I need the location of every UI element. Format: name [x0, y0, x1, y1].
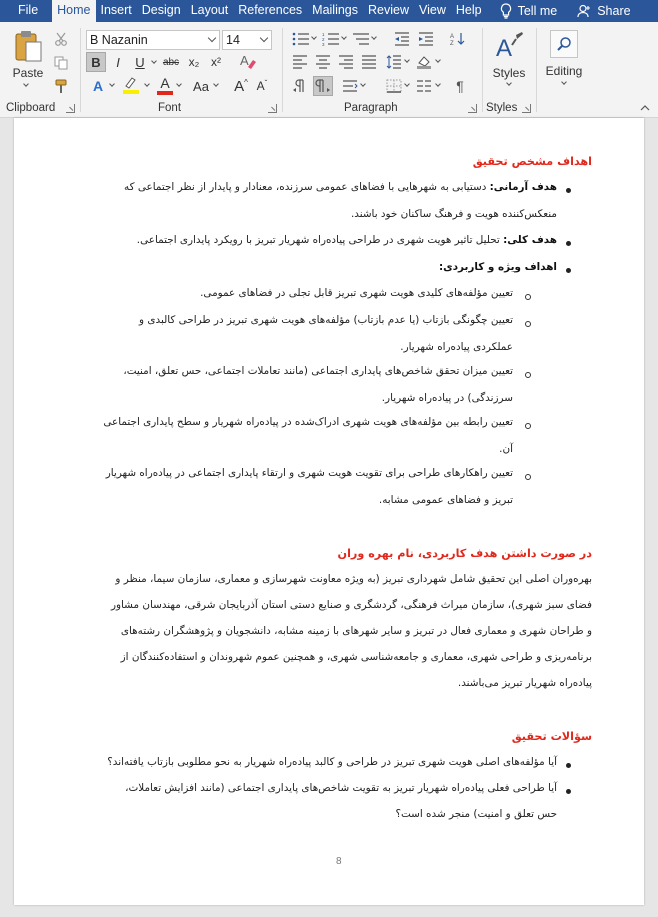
italic-button[interactable]: I	[116, 54, 120, 70]
chevron-down-icon[interactable]	[208, 34, 216, 42]
shrink-font-button[interactable]	[253, 76, 271, 96]
paste-button[interactable]: Paste	[12, 66, 44, 80]
bold-button[interactable]: B	[86, 52, 106, 72]
ideal-goal-label: هدف آرمانی:	[489, 181, 557, 193]
beneficiaries-heading: در صورت داشتن هدف کاربردی، نام بهره وران	[337, 547, 592, 560]
beneficiaries-line3: و طراحان شهری و معماری فعال در تبریز و سایر شهرهای با زمینه مشابه، دانشجویان و پژوهشگران رشته‌های	[120, 625, 592, 637]
chevron-down-icon[interactable]	[260, 34, 268, 42]
search-icon[interactable]	[550, 30, 578, 58]
question-2-line2: حس تعلق و امنیت) منجر شده است؟	[395, 808, 557, 820]
clipboard-launcher[interactable]	[66, 104, 75, 113]
grow-font-button[interactable]	[232, 76, 250, 96]
ideal-goal-line1	[124, 181, 557, 193]
page-number: 8	[336, 856, 342, 867]
svg-text:A: A	[496, 35, 513, 61]
change-case-dropdown-arrow[interactable]	[213, 81, 219, 87]
specific-goal-4-line2: آن.	[499, 443, 513, 455]
change-case-button[interactable]: Aa	[193, 78, 209, 94]
tab-review[interactable]: Review	[368, 3, 410, 17]
specific-goal-3-line1: تعیین میزان تحقق شاخص‌های پایداری اجتماعی (مانند تعاملات اجتماعی، حس تعلق، امنیت،	[123, 365, 513, 377]
font-name-value: B Nazanin	[90, 33, 148, 47]
beneficiaries-line4: برنامه‌ریزی و طراحی شهری، معماری و جامعه‌شناسی شهری، و همچنین عموم شهروندان و استفاده‌کنندگان از	[120, 651, 592, 663]
questions-heading: سؤالات تحقیق	[511, 730, 592, 743]
decrease-indent-icon[interactable]	[392, 30, 412, 48]
asian-layout-dropdown-arrow[interactable]	[360, 81, 366, 87]
circle-bullet-icon	[525, 321, 531, 327]
column-layout-dropdown-arrow[interactable]	[435, 81, 441, 87]
circle-bullet-icon	[525, 474, 531, 480]
grow-font-letter: A	[234, 77, 245, 95]
numbering-icon[interactable]	[320, 30, 342, 48]
highlight-icon[interactable]	[120, 74, 142, 96]
svg-text:A: A	[450, 34, 455, 40]
styles-launcher[interactable]	[522, 104, 531, 113]
font-color-swatch	[157, 91, 173, 95]
bullet-icon	[566, 188, 571, 193]
circle-bullet-icon	[525, 372, 531, 378]
lightbulb-icon	[500, 3, 512, 19]
asian-layout-icon[interactable]	[340, 76, 360, 96]
ltr-direction-icon[interactable]	[290, 76, 310, 96]
specific-goal-5-line2: تبریز و فضاهای عمومی مشابه.	[378, 494, 513, 506]
line-spacing-icon[interactable]	[384, 53, 404, 71]
align-left-icon[interactable]	[290, 53, 310, 71]
strikethrough-button[interactable]: abc	[162, 56, 180, 68]
svg-text:3: 3	[322, 42, 325, 46]
font-size-value: 14	[226, 33, 240, 47]
multilevel-list-icon[interactable]	[350, 30, 372, 48]
tab-mailings[interactable]: Mailings	[312, 3, 359, 17]
bullet-icon	[566, 268, 571, 273]
paragraph-group-label: Paragraph	[344, 102, 398, 114]
font-color-button[interactable]	[155, 74, 175, 96]
shrink-font-letter: A	[256, 79, 265, 93]
paragraph-launcher[interactable]	[468, 104, 477, 113]
pilcrow-icon[interactable]: ¶	[456, 78, 464, 94]
editing-dropdown-arrow[interactable]	[561, 79, 567, 85]
ideal-goal-text: دستیابی به شهرهایی با فضاهای عمومی سرزنده، معنادار و پایدار از نظر اجتماعی که	[124, 181, 487, 193]
font-color-dropdown-arrow[interactable]	[176, 81, 182, 87]
ribbon-divider	[80, 28, 81, 112]
beneficiaries-line1: بهره‌وران اصلی این تحقیق شامل شهرداری تبریز (به ویژه معاونت شهرسازی و معماری، سازمان سیما، منظر و	[115, 573, 592, 585]
font-group-label: Font	[158, 102, 182, 114]
bullet-icon	[566, 763, 571, 768]
text-effects-button[interactable]: A	[92, 78, 104, 94]
styles-dropdown-arrow[interactable]	[506, 80, 512, 86]
rtl-direction-icon[interactable]	[313, 76, 333, 96]
ribbon-divider	[282, 28, 283, 112]
tab-file[interactable]: File	[18, 3, 39, 17]
font-color-letter: A	[160, 74, 170, 91]
justify-icon[interactable]	[359, 53, 379, 71]
numbering-dropdown-arrow[interactable]	[341, 34, 347, 40]
cut-icon[interactable]	[52, 30, 70, 48]
clear-formatting-icon[interactable]	[236, 50, 260, 72]
multilevel-dropdown-arrow[interactable]	[371, 34, 377, 40]
svg-text:2: 2	[322, 37, 325, 42]
font-name-combo[interactable]	[86, 30, 220, 50]
bullets-dropdown-arrow[interactable]	[311, 34, 317, 40]
beneficiaries-line5: پیاده‌راه شهریار تبریز می‌باشند.	[457, 677, 592, 689]
ribbon-divider	[482, 28, 483, 112]
increase-indent-icon[interactable]	[416, 30, 436, 48]
tab-home[interactable]: Home	[52, 0, 95, 22]
specific-goal-5-line1: تعیین راهکارهای طراحی برای تقویت هویت شهری و ارتقاء پایداری اجتماعی در پیاده‌راه شهریار	[105, 467, 513, 479]
general-goal-text: تحلیل تاثیر هویت شهری در طراحی پیاده‌راه شهریار تبریز با رویکرد پایداری اجتماعی.	[136, 234, 500, 246]
circle-bullet-icon	[525, 423, 531, 429]
styles-icon[interactable]	[490, 30, 530, 62]
format-painter-icon[interactable]	[52, 77, 70, 95]
shading-dropdown-arrow[interactable]	[435, 57, 441, 63]
shading-icon[interactable]	[414, 53, 434, 71]
question-2-line1: آیا طراحی فعلی پیاده‌راه شهریار تبریز به تقویت شاخص‌های پایداری اجتماعی (مانند افزایش تعاملات،	[125, 782, 557, 794]
line-spacing-dropdown-arrow[interactable]	[404, 57, 410, 63]
caret-up-icon: ^	[244, 77, 248, 87]
highlight-dropdown-arrow[interactable]	[144, 81, 150, 87]
specific-goal-4-line1: تعیین رابطه بین مؤلفه‌های هویت شهری ادراک‌شده در پیاده‌راه شهریار و سطح پایداری اجتماعی	[103, 416, 513, 428]
general-goal-label: هدف کلی:	[503, 234, 557, 246]
paste-dropdown-arrow[interactable]	[23, 81, 29, 87]
column-layout-icon[interactable]	[414, 76, 434, 96]
tab-layout[interactable]: Layout	[190, 3, 229, 17]
align-center-icon[interactable]	[313, 53, 333, 71]
text-effects-dropdown-arrow[interactable]	[109, 81, 115, 87]
svg-text:1: 1	[322, 32, 325, 37]
svg-text:A: A	[240, 53, 249, 68]
tab-design[interactable]: Design	[141, 3, 181, 17]
ribbon	[0, 22, 658, 118]
underline-button[interactable]: U	[135, 54, 145, 70]
beneficiaries-line2: فضای سبز شهری)، سازمان میراث فرهنگی، گردشگری و صنایع دستی استان آذربایجان شرقی، مهندسان مشاور	[110, 599, 592, 611]
editing-button[interactable]: Editing	[545, 64, 583, 78]
bullets-icon[interactable]	[290, 30, 312, 48]
tab-insert[interactable]: Insert	[100, 3, 132, 17]
specific-goals-label: اهداف ویژه و کاربردی:	[439, 261, 557, 273]
borders-icon[interactable]	[384, 76, 404, 96]
styles-group-label: Styles	[486, 102, 518, 114]
copy-icon[interactable]	[52, 54, 70, 72]
caret-down-icon: ˇ	[264, 78, 268, 88]
share-label: Share	[597, 4, 631, 18]
ribbon-tab-bar	[0, 0, 658, 22]
tell-me-label: Tell me	[517, 4, 558, 18]
tab-view[interactable]: View	[419, 3, 446, 17]
objectives-heading: اهداف مشخص تحقیق	[472, 155, 592, 168]
font-launcher[interactable]	[268, 104, 277, 113]
tab-help[interactable]: Help	[455, 3, 482, 17]
general-goal-line	[137, 234, 557, 246]
subscript-button[interactable]: x₂	[188, 55, 200, 69]
circle-bullet-icon	[525, 294, 531, 300]
font-size-combo[interactable]	[222, 30, 272, 50]
tell-me-box[interactable]	[495, 0, 563, 22]
align-right-icon[interactable]	[336, 53, 356, 71]
specific-goal-2-line1: تعیین چگونگی بازتاب (یا عدم بازتاب) مؤلفه‌های هویت شهری تبریز در طراحی کالبدی و	[139, 314, 513, 326]
question-1: آیا مؤلفه‌های اصلی هویت شهری تبریز در طراحی و کالبد پیاده‌راه شهریار به نحو مطلوبی بازتاب یافته‌اند؟	[107, 756, 557, 768]
share-button[interactable]	[572, 0, 635, 22]
person-icon	[577, 4, 591, 18]
styles-button[interactable]: Styles	[492, 66, 526, 80]
svg-text:Z: Z	[450, 41, 454, 46]
specific-goal-1: تعیین مؤلفه‌های کلیدی هویت شهری تبریز قابل تجلی در فضاهای عمومی.	[200, 287, 513, 299]
bullet-icon	[566, 789, 571, 794]
specific-goal-3-line2: سرزندگی) در پیاده‌راه شهریار.	[381, 392, 513, 404]
specific-goal-2-line2: عملکردی پیاده‌راه شهریار.	[400, 341, 513, 353]
clipboard-group-label: Clipboard	[6, 102, 56, 114]
sort-icon[interactable]	[448, 30, 468, 48]
ideal-goal-line2: منعکس‌کننده هویت و فرهنگ ساکنان خود باشند.	[350, 208, 557, 220]
tab-references[interactable]: References	[238, 3, 303, 17]
ribbon-divider	[536, 28, 537, 112]
bullet-icon	[566, 241, 571, 246]
underline-dropdown-arrow[interactable]	[151, 58, 157, 64]
collapse-ribbon-icon[interactable]	[638, 102, 652, 114]
paste-icon[interactable]	[8, 28, 48, 64]
borders-dropdown-arrow[interactable]	[404, 81, 410, 87]
superscript-button[interactable]: x²	[211, 55, 221, 69]
